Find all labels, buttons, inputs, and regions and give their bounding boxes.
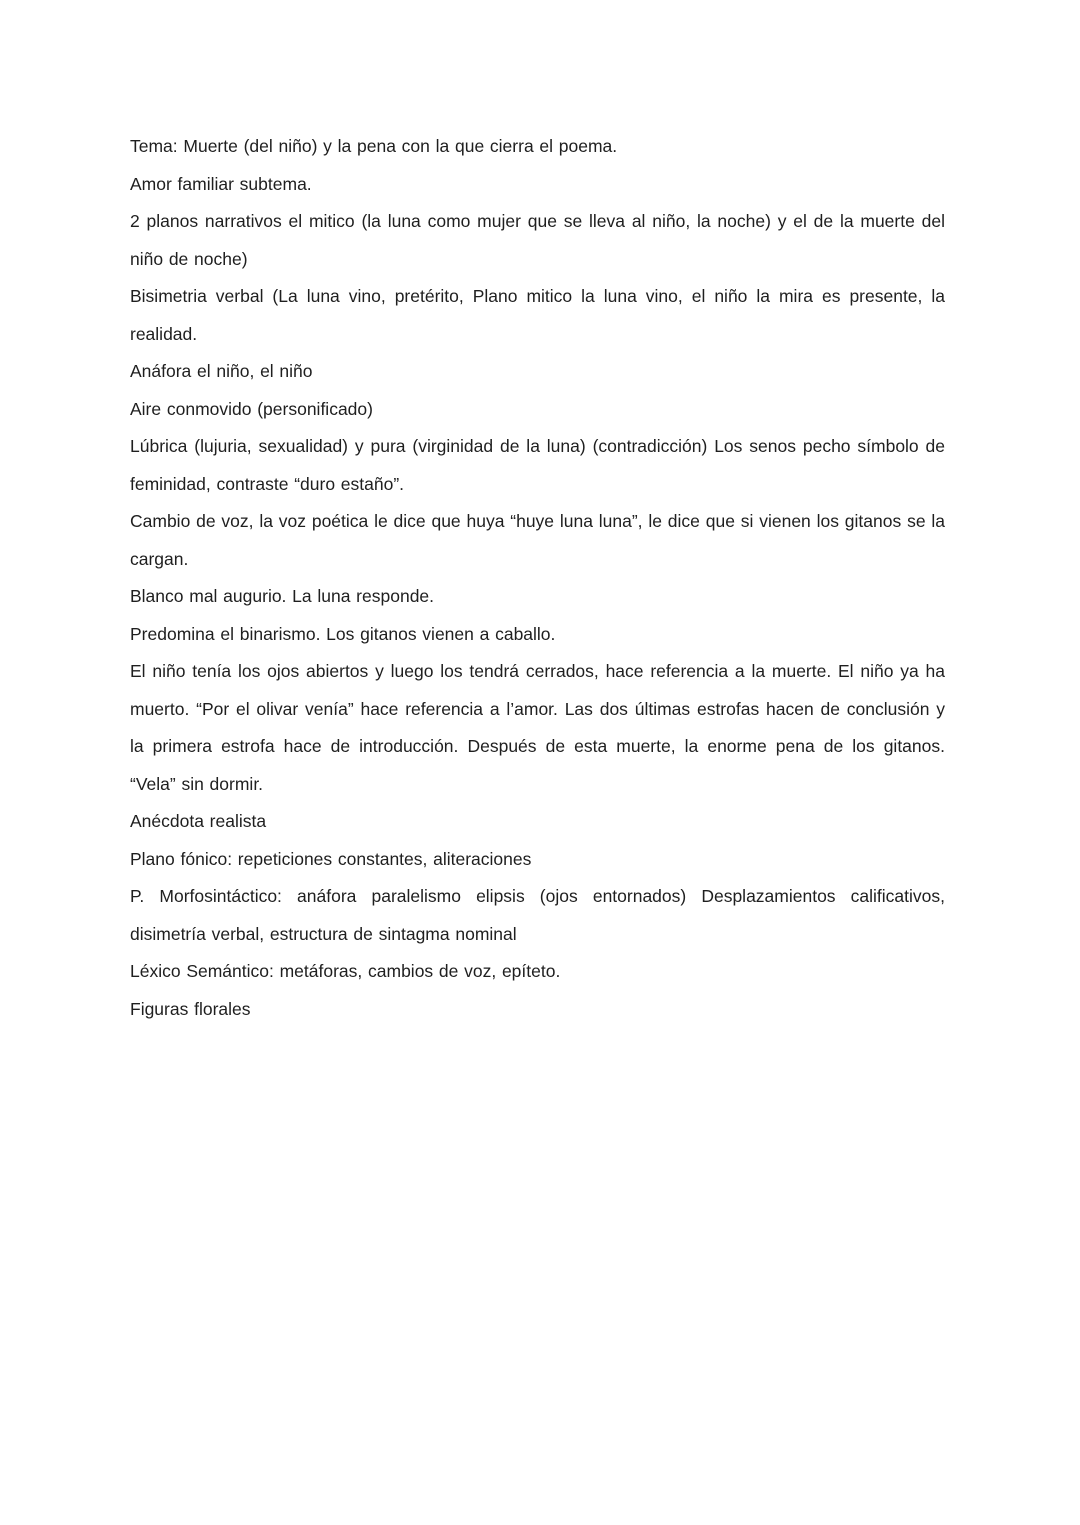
paragraph: Aire conmovido (personificado) bbox=[130, 398, 373, 419]
paragraph: Léxico Semántico: metáforas, cambios de voz, epíteto. bbox=[130, 961, 561, 981]
paragraph: Amor familiar subtema. bbox=[130, 173, 312, 194]
paragraph: Lúbrica (lujuria, sexualidad) y pura (virginidad de la luna) (contradicción) Los senos pecho símbolo de feminidad, contraste “duro estaño”. bbox=[130, 436, 945, 494]
paragraph: Figuras florales bbox=[130, 998, 251, 1019]
paragraph: Bisimetria verbal (La luna vino, pretérito, Plano mitico la luna vino, el niño la mira es presente, la realidad. bbox=[130, 286, 945, 344]
paragraph: Tema: Muerte (del niño) y la pena con la que cierra el poema. bbox=[130, 136, 618, 156]
paragraph: Anécdota realista bbox=[130, 811, 267, 831]
paragraph: Blanco mal augurio. La luna responde. bbox=[130, 586, 435, 606]
paragraph: 2 planos narrativos el mitico (la luna como mujer que se lleva al niño, la noche) y el de la muerte del niño de noche) bbox=[130, 211, 945, 269]
paragraph: Cambio de voz, la voz poética le dice que huya “huye luna luna”, le dice que si vienen los gitanos se la cargan. bbox=[130, 511, 945, 569]
document-text-body bbox=[130, 128, 945, 1028]
paragraph: El niño tenía los ojos abiertos y luego los tendrá cerrados, hace referencia a la muerte. El niño ya ha muerto. “Por el olivar venía” hace referencia a l’amor. Las dos últimas estrofas hacen de conclusión y la primera estrofa hace de introducción. Después de esta muerte, la enorme pena de los gitanos. “Vela” sin dormir. bbox=[130, 661, 945, 794]
paragraph: Predomina el binarismo. Los gitanos vienen a caballo. bbox=[130, 623, 556, 644]
paragraph: Anáfora el niño, el niño bbox=[130, 361, 313, 381]
paragraph: Plano fónico: repeticiones constantes, aliteraciones bbox=[130, 848, 532, 869]
paragraph: P. Morfosintáctico: anáfora paralelismo elipsis (ojos entornados) Desplazamientos calificativos, disimetría verbal, estructura de sintagma nominal bbox=[130, 886, 945, 944]
